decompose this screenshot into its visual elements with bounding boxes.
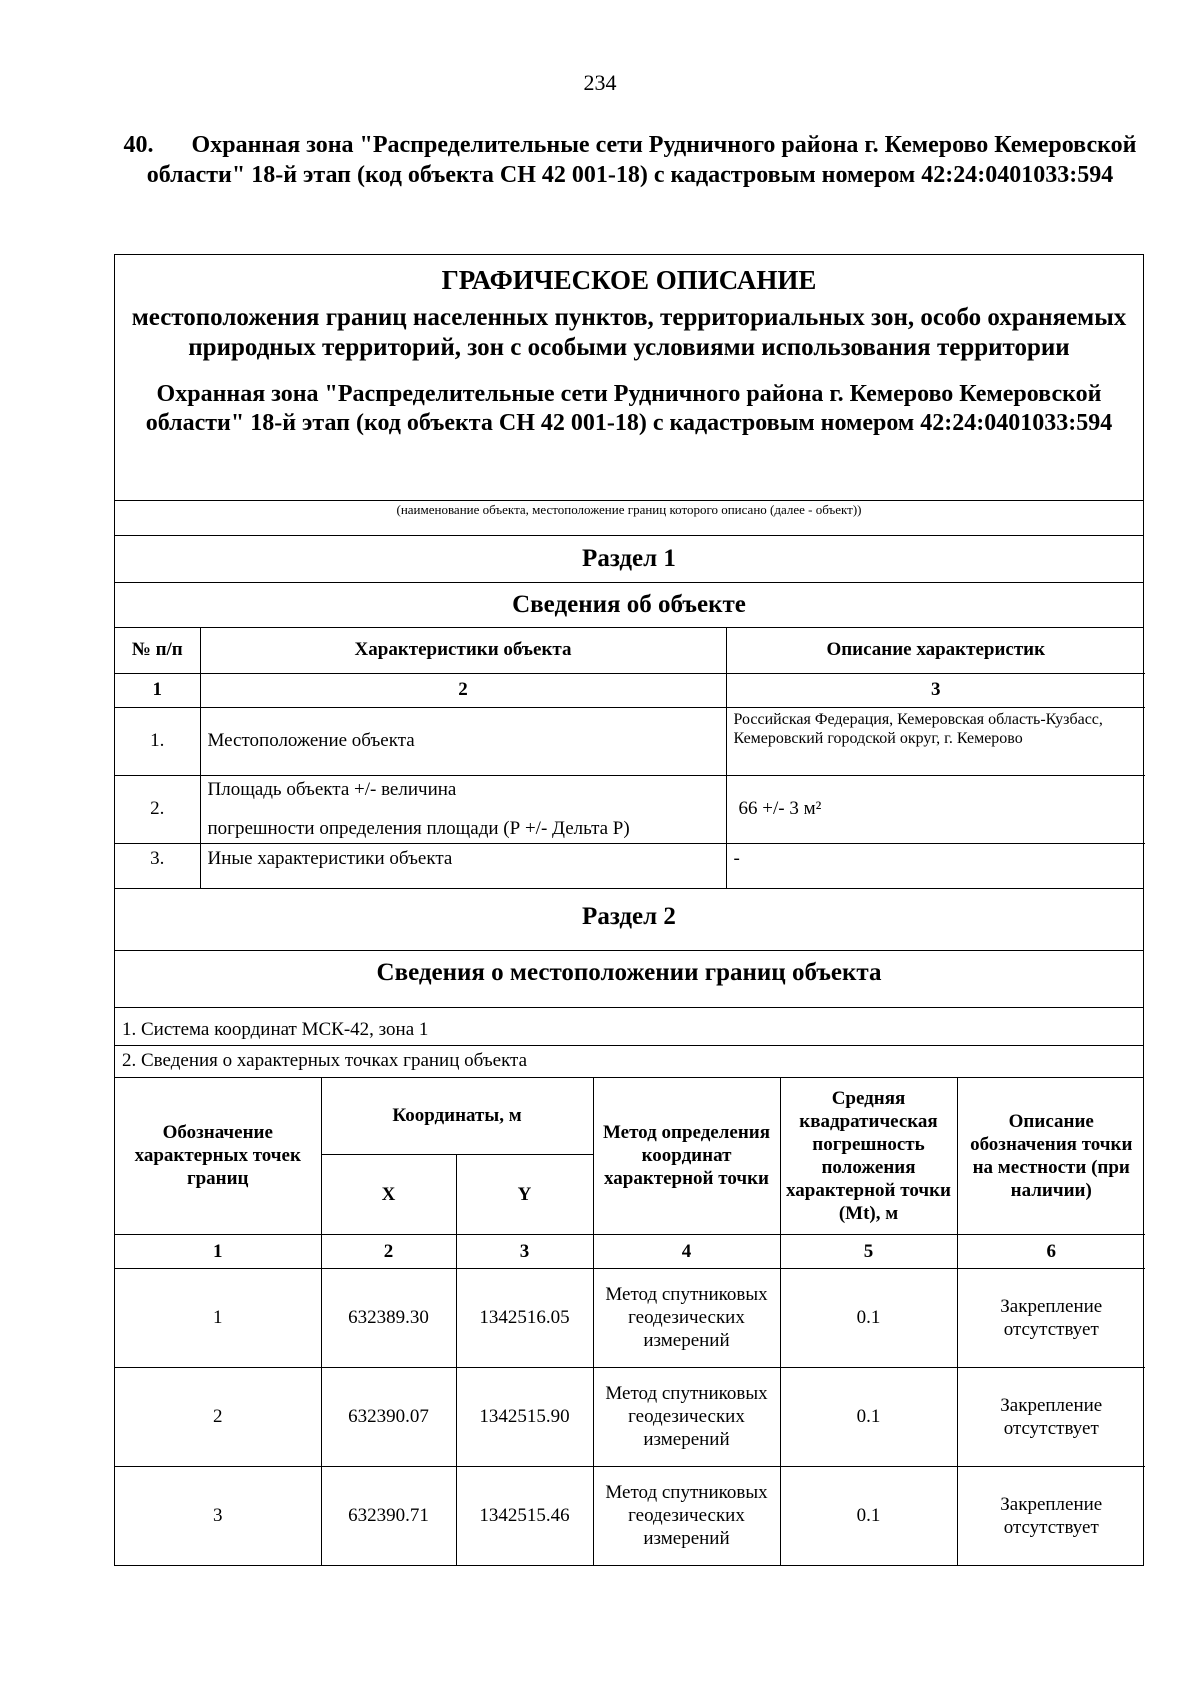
table-row: [115, 1466, 1145, 1565]
characteristic-value: 66 +/- 3 м²: [726, 775, 1145, 843]
heading-text: Охранная зона "Распределительные сети Рудничного района г. Кемерово Кемеровской области" 18-й этап (код объекта СН 42 001-18) с кадастровым номером 42:24:0401033:594: [146, 132, 1137, 188]
designation-header: Обозначение характерных точек границ: [115, 1078, 321, 1234]
heading-number: 40.: [123, 132, 154, 158]
point-id: 3: [115, 1466, 321, 1565]
section1-title: Раздел 1: [115, 536, 1143, 583]
column-header: Характеристики объекта: [200, 628, 726, 673]
table-row: [115, 1268, 1145, 1367]
point-method: Метод спутниковых геодезических измерений: [593, 1466, 780, 1565]
column-number: 3: [456, 1234, 593, 1268]
point-method: Метод спутниковых геодезических измерений: [593, 1367, 780, 1466]
column-number: 1: [115, 1234, 321, 1268]
column-number: 5: [780, 1234, 957, 1268]
point-description: Закрепление отсутствует: [957, 1268, 1145, 1367]
point-mt: 0.1: [780, 1466, 957, 1565]
method-header: Метод определения координат характерной точки: [593, 1078, 780, 1234]
object-info-table: [115, 628, 1145, 888]
graphic-description-form: [114, 254, 1144, 1566]
column-number: 4: [593, 1234, 780, 1268]
points-caption: 2. Сведения о характерных точках границ объекта: [115, 1046, 1143, 1078]
row-number: 3.: [115, 843, 200, 888]
characteristic-name: Иные характеристики объекта: [200, 843, 726, 888]
coordinate-system: 1. Система координат МСК-42, зона 1: [115, 1008, 1143, 1046]
table-header-row: [115, 1078, 1145, 1154]
table-row: [115, 775, 1145, 843]
point-id: 1: [115, 1268, 321, 1367]
table-header-row: [115, 628, 1145, 673]
object-caption: (наименование объекта, местоположение границ которого описано (далее - объект)): [115, 501, 1143, 536]
column-number: 2: [321, 1234, 456, 1268]
point-y: 1342515.90: [456, 1367, 593, 1466]
column-number-row: [115, 673, 1145, 707]
characteristic-name-line: погрешности определения площади (Р +/- Дельта Р): [207, 818, 630, 839]
characteristic-value: Российская Федерация, Кемеровская область-Кузбасс, Кемеровский городской округ, г. Кемерово: [726, 707, 1145, 775]
form-title: ГРАФИЧЕСКОЕ ОПИСАНИЕ: [441, 265, 817, 295]
row-number: 2.: [115, 775, 200, 843]
characteristic-name: Местоположение объекта: [200, 707, 726, 775]
point-y: 1342516.05: [456, 1268, 593, 1367]
characteristic-value: -: [726, 843, 1145, 888]
row-number: 1.: [115, 707, 200, 775]
form-subtitle: местоположения границ населенных пунктов, территориальных зон, особо охраняемых природных территорий, зон с особыми условиями использования территории: [131, 304, 1127, 361]
section2-subtitle: Сведения о местоположении границ объекта: [115, 951, 1143, 1008]
object-name: Охранная зона "Распределительные сети Рудничного района г. Кемерово Кемеровской области" 18-й этап (код объекта СН 42 001-18) с кадастровым номером 42:24:0401033:594: [145, 381, 1113, 436]
column-number: 2: [200, 673, 726, 707]
section2-title: Раздел 2: [115, 888, 1143, 951]
error-header: Средняя квадратическая погрешность положения характерной точки (Mt), м: [780, 1078, 957, 1234]
point-id: 2: [115, 1367, 321, 1466]
page-number: 234: [583, 70, 617, 95]
point-mt: 0.1: [780, 1367, 957, 1466]
point-description: Закрепление отсутствует: [957, 1367, 1145, 1466]
column-header: № п/п: [115, 628, 200, 673]
point-description-header: Описание обозначения точки на местности (при наличии): [957, 1078, 1145, 1234]
column-header: Описание характеристик: [726, 628, 1145, 673]
point-description: Закрепление отсутствует: [957, 1466, 1145, 1565]
table-row: [115, 843, 1145, 888]
characteristic-name-line: Площадь объекта +/- величина: [207, 779, 457, 800]
column-number: 1: [115, 673, 200, 707]
point-method: Метод спутниковых геодезических измерений: [593, 1268, 780, 1367]
section1-subtitle: Сведения об объекте: [115, 583, 1143, 628]
x-header: X: [321, 1154, 456, 1234]
point-x: 632389.30: [321, 1268, 456, 1367]
point-y: 1342515.46: [456, 1466, 593, 1565]
column-number: 6: [957, 1234, 1145, 1268]
y-header: Y: [456, 1154, 593, 1234]
boundary-points-table: [115, 1078, 1145, 1565]
column-number: 3: [726, 673, 1145, 707]
characteristic-name: [200, 775, 726, 843]
point-x: 632390.07: [321, 1367, 456, 1466]
table-row: [115, 1367, 1145, 1466]
document-heading: [115, 130, 1145, 190]
table-row: [115, 707, 1145, 775]
form-header: [115, 255, 1143, 501]
point-mt: 0.1: [780, 1268, 957, 1367]
point-x: 632390.71: [321, 1466, 456, 1565]
coordinates-header: Координаты, м: [321, 1078, 593, 1154]
column-number-row: [115, 1234, 1145, 1268]
